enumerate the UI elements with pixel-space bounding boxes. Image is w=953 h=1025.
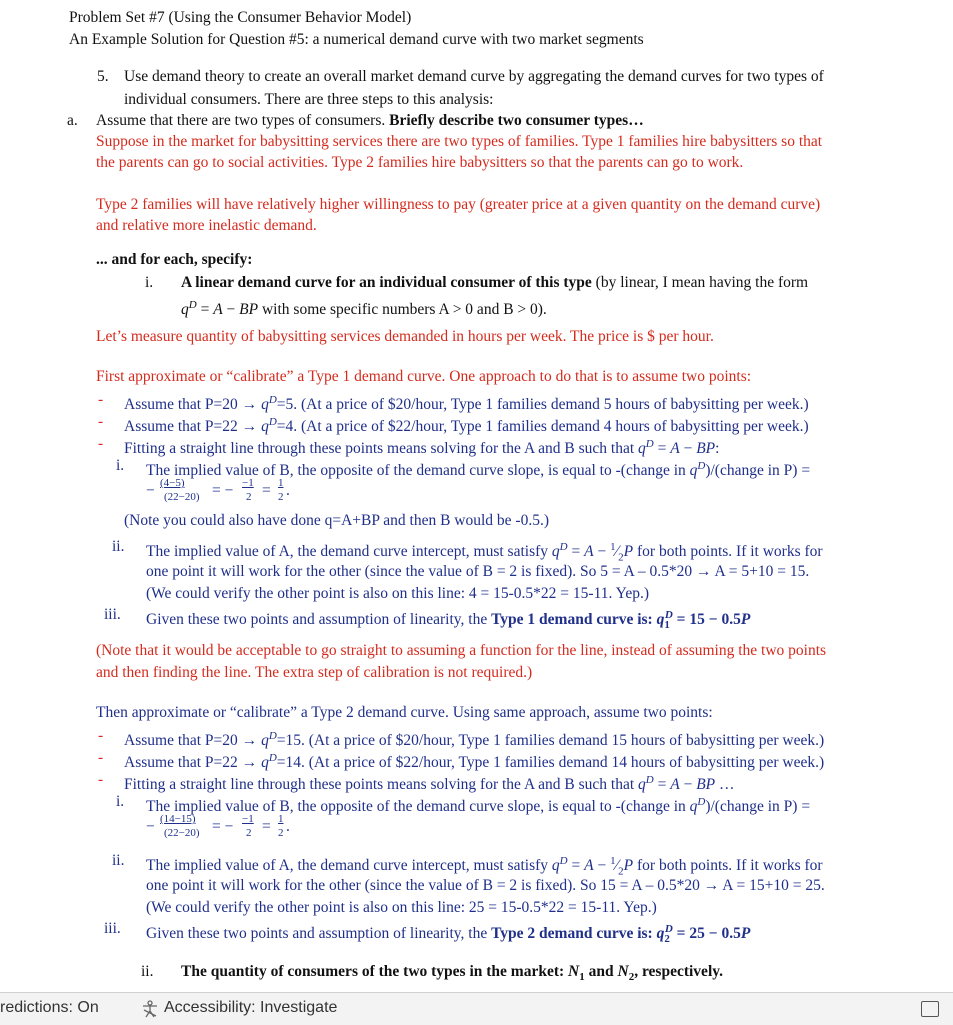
calibration-note-line1: (Note that it would be acceptable to go straight to assuming a function for the line, instead of assuming the two points bbox=[96, 642, 827, 659]
question-number: 5. bbox=[97, 68, 109, 85]
measure-note: Let’s measure quantity of babysitting services demanded in hours per week. The price is $ per hour. bbox=[96, 328, 714, 345]
question-text-line1: Use demand theory to create an overall market demand curve by aggregating the demand curves for two types of bbox=[124, 68, 824, 85]
specify-i-formula-line: $q^D = A$ − BP with some specific numbers A > 0 and B > 0). bbox=[181, 299, 547, 319]
type1-step-ii-line3: (We could verify the other point is also on this line: 4 = 15-0.5*22 = 15-11. Yep.) bbox=[146, 585, 649, 602]
type2-step-iii-label: iii. bbox=[104, 920, 121, 937]
bullet-dash: - bbox=[98, 435, 104, 452]
type1-step-ii-line2: one point it will work for the other (since the value of B = 2 is fixed). So 5 = A – 0.5*20 → A = 5+10 = 15. bbox=[146, 563, 810, 580]
type1-demand-curve-result: Given these two points and assumption of linearity, the Type 1 demand curve is: $q_1^D = 15 - 0.5P$ bbox=[146, 609, 751, 632]
part-a-answer-line2: the parents can go to social activities. Type 2 families hire babysitters so that the parents can go to work. bbox=[96, 154, 744, 171]
type2-step-i-text: The implied value of B, the opposite of the demand curve slope, is equal to -(change in $q^D)/(change$ in P) = bbox=[146, 796, 811, 816]
type1-assume-point1: Assume that $P=20 \to q^D=5$. (At a price of $20/hour, Type 1 families demand 5 hours of babysitting per week.) bbox=[124, 394, 809, 414]
type2-assume-point1: Assume that $P=20 \to q^D=15$. (At a price of $20/hour, Type 1 families demand 15 hours of babysitting per week.) bbox=[124, 730, 825, 750]
type1-step-iii-label: iii. bbox=[104, 606, 121, 623]
type1-step-i-label: i. bbox=[116, 457, 125, 474]
bullet-dash: - bbox=[98, 749, 104, 766]
focus-mode-icon[interactable] bbox=[921, 1001, 939, 1017]
type1-assume-point2: Assume that $P=22 \to q^D=4$. (At a price of $22/hour, Type 1 families demand 4 hours of babysitting per week.) bbox=[124, 416, 809, 436]
part-a-label: a. bbox=[67, 112, 78, 129]
part-ii-label: ii. bbox=[141, 963, 154, 980]
bullet-dash: - bbox=[98, 771, 104, 788]
text-predictions-status[interactable]: redictions: On bbox=[0, 999, 99, 1016]
type2-step-ii-line2: one point it will work for the other (since the value of B = 2 is fixed). So 15 = A – 0.5*20 → A = 15+10 = 25. bbox=[146, 877, 825, 894]
type2-assume-point2: Assume that $P=22 \to q^D=14$. (At a price of $22/hour, Type 1 families demand 14 hours of babysitting per week.) bbox=[124, 752, 825, 772]
specify-i-text: A linear demand curve for an individual consumer of this type (by linear, I mean having the form bbox=[181, 274, 809, 291]
calibration-note-line2: and then finding the line. The extra step of calibration is not required.) bbox=[96, 664, 533, 681]
document-title: Problem Set #7 (Using the Consumer Behavior Model) bbox=[69, 9, 412, 26]
type1-step-i-text: The implied value of B, the opposite of the demand curve slope, is equal to -(change in $q^D)/(change$ in P) = bbox=[146, 460, 811, 480]
part-ii-text: The quantity of consumers of the two types in the market: $N_1$ and $N_2$, respectively. bbox=[181, 963, 724, 984]
type1-step-ii-text: The implied value of A, the demand curve intercept, must satisfy $q^D = A$ − $^1⁄_2P$ for both points. If it works for bbox=[146, 541, 823, 564]
question-text-line2: individual consumers. There are three steps to this analysis: bbox=[124, 91, 494, 108]
bullet-dash: - bbox=[98, 727, 104, 744]
type2-step-ii-text: The implied value of A, the demand curve intercept, must satisfy $q^D = A$ − $^1⁄_2P$ for both points. If it works for bbox=[146, 855, 823, 878]
type2-step-ii-line3: (We could verify the other point is also on this line: 25 = 15-0.5*22 = 15-11. Yep.) bbox=[146, 899, 657, 916]
type2-step-ii-label: ii. bbox=[112, 852, 125, 869]
part-a-answer2-line2: and relative more inelastic demand. bbox=[96, 217, 317, 234]
part-a-prompt: Assume that there are two types of consumers. Briefly describe two consumer types… bbox=[96, 112, 644, 129]
status-bar bbox=[0, 992, 953, 1025]
part-a-answer-line1: Suppose in the market for babysitting services there are two types of families. Type 1 families hire babysitters so that bbox=[96, 133, 823, 150]
type2-demand-curve-result: Given these two points and assumption of linearity, the Type 2 demand curve is: $q_2^D = 25 - 0.5P$ bbox=[146, 923, 751, 946]
bullet-dash: - bbox=[98, 391, 104, 408]
accessibility-icon bbox=[140, 999, 160, 1024]
accessibility-status[interactable]: Accessibility: Investigate bbox=[164, 999, 338, 1016]
bullet-dash: - bbox=[98, 413, 104, 430]
type2-step-i-label: i. bbox=[116, 793, 125, 810]
part-a-answer2-line1: Type 2 families will have relatively higher willingness to pay (greater price at a given quantity on the demand curve) bbox=[96, 196, 821, 213]
type1-intro: First approximate or “calibrate” a Type 1 demand curve. One approach to do that is to assume two points: bbox=[96, 368, 752, 385]
type1-step-ii-label: ii. bbox=[112, 538, 125, 555]
specify-heading: ... and for each, specify: bbox=[96, 251, 253, 268]
type1-fitting-line: Fitting a straight line through these points means solving for the A and B such that $q^D = A$ − BP: bbox=[124, 438, 720, 458]
type1-alt-note: (Note you could also have done q=A+BP and then B would be -0.5.) bbox=[124, 512, 550, 529]
type2-fitting-line: Fitting a straight line through these points means solving for the A and B such that $q^D = A$ − BP … bbox=[124, 774, 735, 794]
document-subtitle: An Example Solution for Question #5: a numerical demand curve with two market segments bbox=[69, 31, 644, 48]
specify-i-label: i. bbox=[145, 274, 154, 291]
type2-intro: Then approximate or “calibrate” a Type 2 demand curve. Using same approach, assume two points: bbox=[96, 704, 713, 721]
